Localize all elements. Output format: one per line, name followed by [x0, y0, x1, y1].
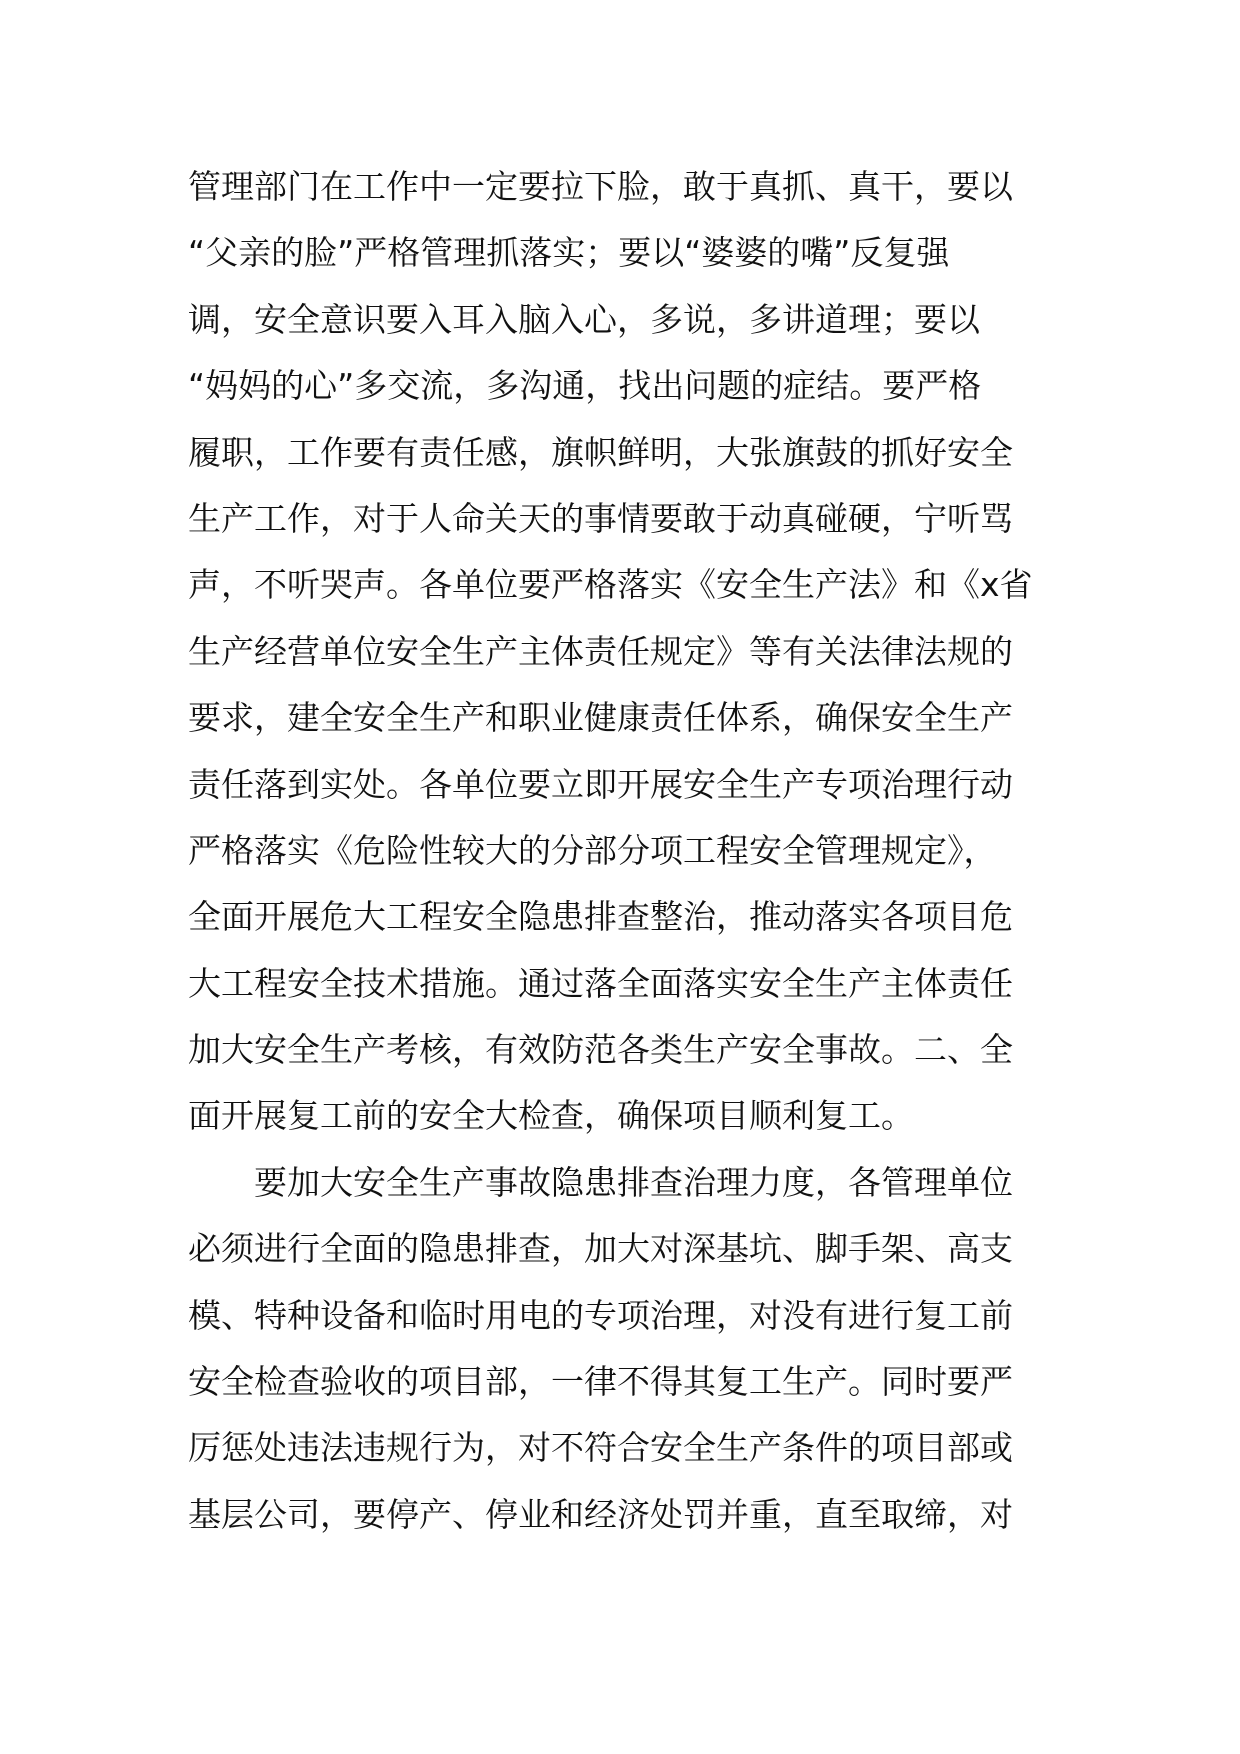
text-line: 模、特种设备和临时用电的专项治理，对没有进行复工前 [188, 1295, 1013, 1335]
text-line: 管理部门在工作中一定要拉下脸，敢于真抓、真干，要以 [188, 167, 1013, 206]
text-line: 调，安全意识要入耳入脑入心，多说，多讲道理；要以 [188, 299, 980, 339]
text-line: 声，不听哭声。各单位要严格落实《安全生产法》和《x省 [188, 565, 1033, 605]
text-line: 基层公司，要停产、停业和经济处罚并重，直至取缔，对 [188, 1494, 1013, 1534]
body-text [188, 154, 1068, 1548]
text-line: 面开展复工前的安全大检查，确保项目顺利复工。 [188, 1096, 914, 1136]
text-line: 生产经营单位安全生产主体责任规定》等有关法律法规的 [188, 631, 1013, 671]
text-line: 厉惩处违法违规行为，对不符合安全生产条件的项目部或 [188, 1428, 1013, 1468]
text-line: 安全检查验收的项目部，一律不得其复工生产。同时要严 [188, 1362, 1013, 1402]
text-line: “父亲的脸”严格管理抓落实；要以“婆婆的嘴”反复强 [188, 233, 950, 273]
text-line: 严格落实《危险性较大的分部分项工程安全管理规定》， [188, 830, 997, 870]
text-line: 全面开展危大工程安全隐患排查整治，推动落实各项目危 [188, 897, 1013, 937]
paragraph-start-line: 要加大安全生产事故隐患排查治理力度，各管理单位 [254, 1162, 1013, 1202]
text-line: 大工程安全技术措施。通过落全面落实安全生产主体责任 [188, 963, 1013, 1003]
text-line: “妈妈的心”多交流，多沟通，找出问题的症结。要严格 [188, 366, 982, 406]
text-line: 加大安全生产考核，有效防范各类生产安全事故。二、全 [188, 1030, 1013, 1070]
text-line: 生产工作，对于人命关天的事情要敢于动真碰硬，宁听骂 [188, 498, 1013, 538]
text-line: 必须进行全面的隐患排查，加大对深基坑、脚手架、高支 [188, 1229, 1013, 1269]
text-line: 履职，工作要有责任感，旗帜鲜明，大张旗鼓的抓好安全 [188, 432, 1013, 472]
text-line: 要求，建全安全生产和职业健康责任体系，确保安全生产 [188, 698, 1013, 738]
text-line: 责任落到实处。各单位要立即开展安全生产专项治理行动 [188, 764, 1013, 804]
